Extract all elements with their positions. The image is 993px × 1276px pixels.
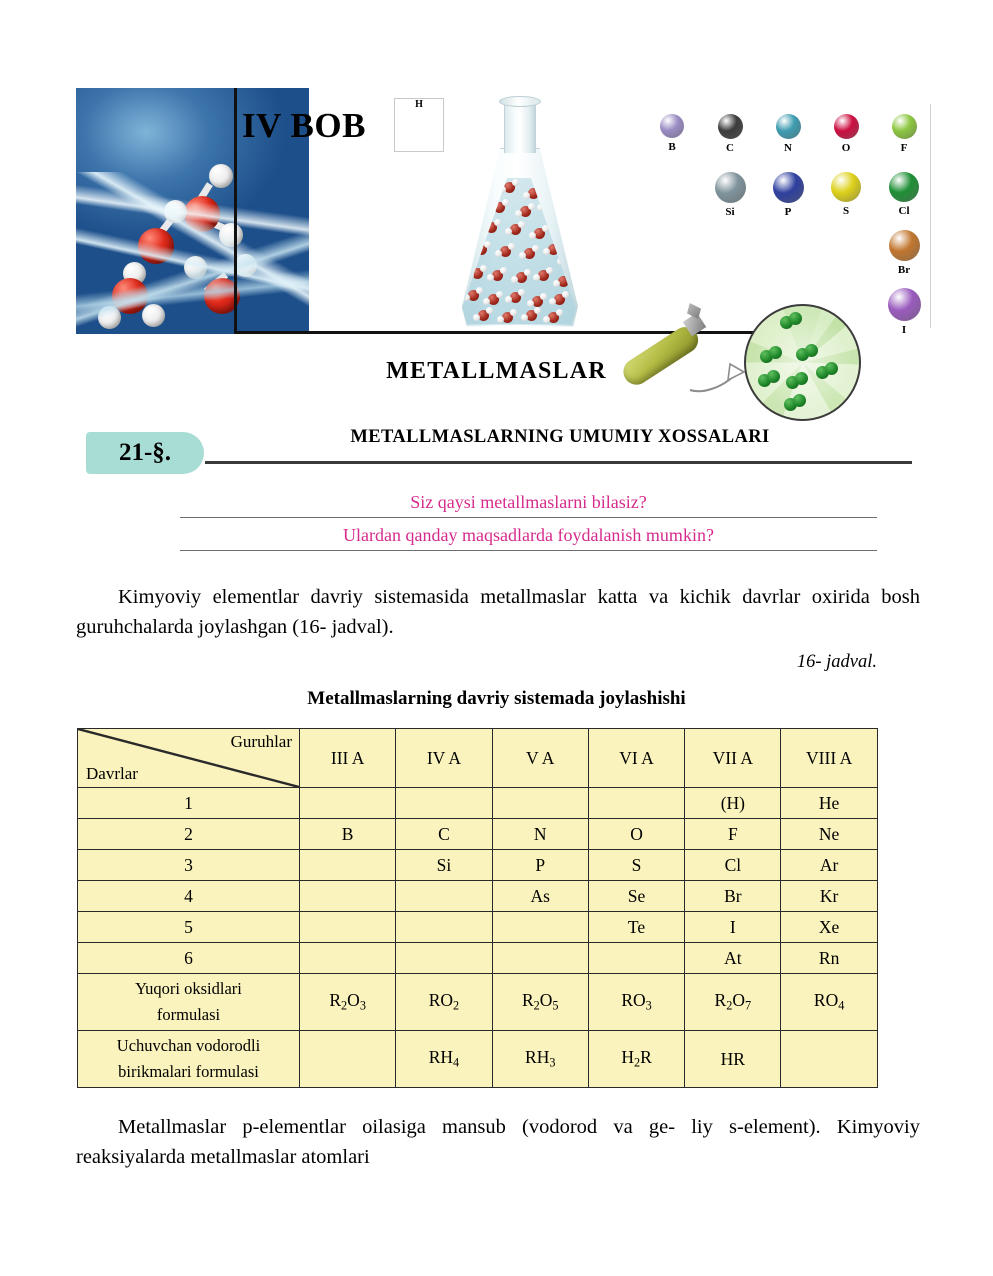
hydride-formula-cell — [781, 1031, 877, 1088]
groups-label: Guruhlar — [230, 732, 292, 751]
element-symbol-label: F — [900, 142, 908, 154]
flask-lip — [499, 96, 541, 107]
question-line: Siz qaysi metallmaslarni bilasiz? — [180, 492, 877, 518]
hydrogen-atom — [219, 223, 243, 247]
erlenmeyer-flask-illustration — [454, 96, 584, 334]
section-number-badge: 21-§. — [86, 432, 204, 474]
element-symbol-label: I — [901, 324, 907, 336]
si-sphere-icon — [715, 172, 746, 203]
element-symbol-label: S — [842, 205, 850, 217]
chapter-header-illustration — [76, 88, 911, 336]
o-sphere-icon — [834, 114, 859, 139]
c-sphere-icon — [718, 114, 743, 139]
hydride-formula-cell: HR — [685, 1031, 781, 1088]
element-cell — [492, 912, 588, 943]
section-rule — [205, 461, 912, 464]
element-cell — [492, 788, 588, 819]
paragraph-2-text: Metallmaslar p-elementlar oilasiga mansub (vodorod va ge- liy s-element). Kimyoviy reaksiyalarda metallmaslar atomlari — [76, 1116, 920, 1168]
element-cell: Br — [685, 881, 781, 912]
element-cell: Xe — [781, 912, 877, 943]
cl-sphere-icon — [889, 172, 919, 202]
element-cell: O — [588, 819, 684, 850]
group-header-3a: III A — [300, 729, 396, 788]
section-title: METALLMASLARNING UMUMIY XOSSALARI — [350, 427, 770, 447]
hydride-formula-cell: $H_2R$ — [588, 1031, 684, 1088]
element-symbol-label: Br — [897, 264, 911, 276]
element-cell: As — [492, 881, 588, 912]
element-legend-b — [646, 114, 698, 153]
element-cell — [588, 788, 684, 819]
hydride-label-line2: birikmalari formulasi — [118, 1062, 259, 1081]
element-cell — [396, 912, 492, 943]
hydride-formula-cell — [300, 1031, 396, 1088]
oxide-formula-cell: $R_2O_7$ — [685, 974, 781, 1031]
period-label: 6 — [78, 943, 300, 974]
legend-divider — [930, 104, 931, 328]
oxygen-atom — [138, 228, 174, 264]
table-row — [78, 788, 878, 819]
element-cell — [492, 943, 588, 974]
oxide-formula-cell: $R_2O_3$ — [300, 974, 396, 1031]
element-cell — [396, 943, 492, 974]
hydrogen-atom — [98, 306, 121, 329]
body-paragraph-1 — [76, 582, 920, 642]
element-symbol-label: B — [668, 141, 676, 153]
question-line: Ulardan qanday maqsadlarda foydalanish mumkin? — [180, 525, 877, 551]
oxide-row-label — [78, 974, 300, 1031]
period-label: 1 — [78, 788, 300, 819]
period-label: 4 — [78, 881, 300, 912]
oxide-label-line1: Yuqori oksidlari — [135, 979, 242, 998]
hydride-row-label — [78, 1031, 300, 1088]
molecule-bond — [151, 217, 174, 243]
element-symbol-label: N — [784, 142, 792, 154]
element-cell: At — [685, 943, 781, 974]
oxygen-atom — [112, 278, 148, 314]
element-cell: He — [781, 788, 877, 819]
table-header-row — [78, 729, 878, 788]
molecule-bond — [191, 182, 213, 211]
element-legend-n — [762, 114, 814, 154]
element-cell — [300, 943, 396, 974]
element-cell — [588, 943, 684, 974]
group-header-4a: IV A — [396, 729, 492, 788]
element-cell: Rn — [781, 943, 877, 974]
hydrogen-atom — [209, 164, 233, 188]
hydride-formula-row — [78, 1031, 878, 1088]
n-sphere-icon — [776, 114, 801, 139]
element-cell — [300, 788, 396, 819]
element-cell: N — [492, 819, 588, 850]
oxide-formula-cell: $RO_4$ — [781, 974, 877, 1031]
element-cell: C — [396, 819, 492, 850]
molecule-bond — [197, 214, 226, 231]
element-cell: Ne — [781, 819, 877, 850]
element-cell — [396, 788, 492, 819]
element-cell: Kr — [781, 881, 877, 912]
chlorine-molecule — [784, 398, 797, 411]
element-symbol-label: P — [784, 206, 792, 218]
period-label: 2 — [78, 819, 300, 850]
element-cell — [300, 912, 396, 943]
element-cell: Ar — [781, 850, 877, 881]
element-legend-i — [878, 288, 930, 336]
element-legend-p — [762, 172, 814, 218]
element-cell: B — [300, 819, 396, 850]
element-legend-s — [820, 172, 872, 217]
table-row — [78, 912, 878, 943]
oxide-formula-cell: $RO_2$ — [396, 974, 492, 1031]
s-sphere-icon — [831, 172, 861, 202]
oxide-label-line2: formulasi — [156, 1005, 221, 1024]
molecule-bond — [204, 272, 228, 294]
b-sphere-icon — [660, 114, 684, 138]
element-legend-o — [820, 114, 872, 154]
element-cell: P — [492, 850, 588, 881]
hydrogen-atom — [142, 304, 165, 327]
f-sphere-icon — [892, 114, 917, 139]
element-symbol-label: Si — [725, 206, 735, 218]
element-symbol-label: C — [726, 142, 734, 154]
group-header-5a: V A — [492, 729, 588, 788]
hydrogen-atom — [184, 256, 207, 279]
table-row — [78, 850, 878, 881]
body-paragraph-2 — [76, 1112, 920, 1172]
page-title: METALLMASLAR — [386, 358, 607, 384]
question-box — [180, 492, 877, 551]
element-cell: (H) — [685, 788, 781, 819]
element-cell: Te — [588, 912, 684, 943]
table-number-label: 16- jadval. — [796, 652, 877, 672]
oxide-formula-cell: $R_2O_5$ — [492, 974, 588, 1031]
chapter-badge-label: IV BOB — [242, 106, 366, 145]
periodic-placement-table-wrapper — [77, 728, 877, 1088]
hydrogen-swatch — [394, 98, 444, 152]
element-legend-si — [704, 172, 756, 218]
hydride-label-line1: Uchuvchan vodorodli — [116, 1036, 261, 1055]
element-cell: I — [685, 912, 781, 943]
element-symbol-label: Cl — [898, 205, 910, 217]
element-cell: Se — [588, 881, 684, 912]
element-legend-c — [704, 114, 756, 154]
hydrogen-atom — [164, 200, 187, 223]
periods-label: Davrlar — [86, 764, 138, 783]
element-cell: F — [685, 819, 781, 850]
table-corner-cell — [78, 729, 300, 788]
hydrogen-swatch-label: H — [415, 99, 423, 110]
table-row — [78, 881, 878, 912]
group-header-7a: VII A — [685, 729, 781, 788]
element-legend-cl — [878, 172, 930, 217]
i-sphere-icon — [888, 288, 921, 321]
element-legend-f — [878, 114, 930, 154]
br-sphere-icon — [889, 230, 920, 261]
element-symbol-label: O — [841, 142, 851, 154]
oxide-formula-row — [78, 974, 878, 1031]
element-cell — [300, 881, 396, 912]
hydrogen-atom — [234, 254, 257, 277]
element-cell — [396, 881, 492, 912]
element-cell: Si — [396, 850, 492, 881]
group-header-8a: VIII A — [781, 729, 877, 788]
table-row — [78, 943, 878, 974]
hydride-formula-cell: $RH_4$ — [396, 1031, 492, 1088]
table-row — [78, 819, 878, 850]
oxygen-atom — [184, 196, 220, 232]
element-legend-br — [878, 230, 930, 276]
p-sphere-icon — [773, 172, 804, 203]
period-label: 3 — [78, 850, 300, 881]
period-label: 5 — [78, 912, 300, 943]
element-cell: S — [588, 850, 684, 881]
hydride-formula-cell: $RH_3$ — [492, 1031, 588, 1088]
group-header-6a: VI A — [588, 729, 684, 788]
element-cell — [300, 850, 396, 881]
table-caption: Metallmaslarning davriy sistemada joylashishi — [307, 688, 686, 709]
element-cell: Cl — [685, 850, 781, 881]
hydrogen-atom — [123, 262, 146, 285]
oxide-formula-cell: $RO_3$ — [588, 974, 684, 1031]
element-sphere-legend — [646, 100, 934, 336]
oxygen-atom — [204, 278, 240, 314]
periodic-placement-table — [77, 728, 878, 1088]
paragraph-1-text: Kimyoviy elementlar davriy sistemasida metallmaslar katta va kichik davrlar oxirida bosh guruhchalarda joylashgan (16- jadval). — [76, 586, 920, 638]
